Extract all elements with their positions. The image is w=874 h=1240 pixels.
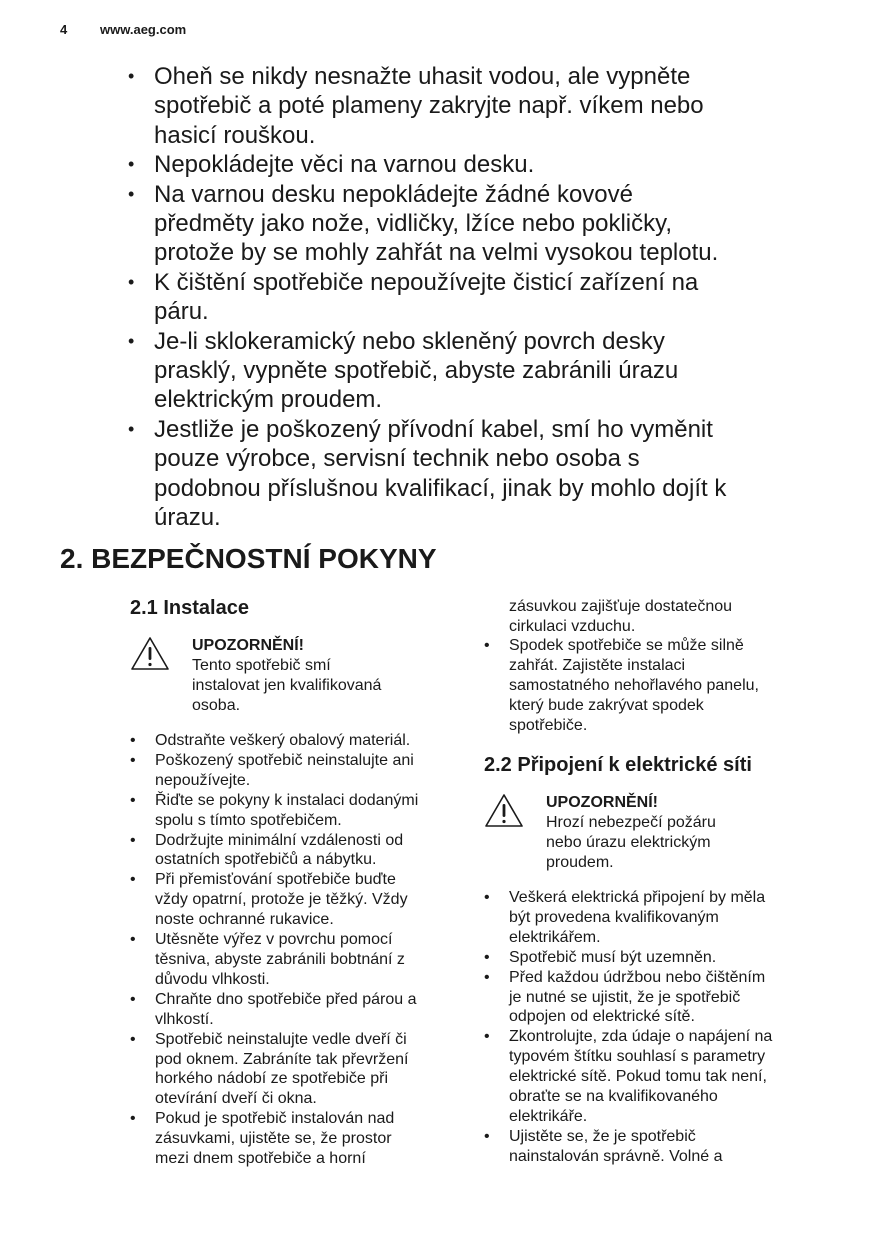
bullet-icon: • [128,418,135,439]
list-item-line: pouze výrobce, servisní technik nebo osoba s [154,445,640,473]
bullet-icon: • [484,889,490,906]
installation-bullet-list-right [484,636,814,736]
bullet-icon: • [484,1127,490,1145]
warning-heading: UPOZORNĚNÍ! [192,637,304,654]
list-item-line: vždy opatrní, protože je těžký. Vždy [155,891,408,909]
list-item-line: úrazu. [154,504,221,532]
list-item-line: Pokud je spotřebič instalován nad [155,1110,395,1128]
section-title: 2. BEZPEČNOSTNÍ POKYNY [60,543,437,574]
list-item-line: vlhkostí. [155,1010,214,1028]
list-item-line: nainstalován správně. Volné a [509,1147,723,1165]
warning-icon [484,793,524,829]
header-url: www.aeg.com [100,22,187,37]
bullet-icon: • [484,1028,490,1046]
list-item [130,1030,460,1110]
list-item [130,791,460,831]
list-item-line: elektrikářem. [509,928,601,946]
list-item-line: Zkontrolujte, zda údaje o napájení na [509,1028,773,1046]
bullet-icon: • [130,990,136,1008]
warning-heading: UPOZORNĚNÍ! [546,794,658,811]
list-item-line: horkého nádobí ze spotřebiče při [155,1070,389,1088]
bullet-icon: • [130,1110,136,1128]
list-item [126,327,826,415]
list-item-line: který bude zakrývat spodek [509,696,704,714]
installation-title: 2.1 Instalace [130,597,249,619]
bullet-icon: • [130,931,136,949]
warning-text [192,656,381,716]
text-line: proudem. [546,854,614,871]
list-item-line: Utěsněte výřez v povrchu pomocí [155,931,393,949]
list-item-line: Nepokládejte věci na varnou desku. [154,151,535,179]
list-item-line: Spotřebič musí být uzemněn. [509,948,717,966]
list-item-line: zahřát. Zajistěte instalaci [509,656,686,674]
list-item-line: noste ochranné rukavice. [155,911,334,929]
installation-bullet-list [130,731,460,1169]
list-item-line: spotřebiče. [509,716,588,734]
list-item-line: Jestliže je poškozený přívodní kabel, smí ho vyměnit [154,415,713,443]
list-item-line: obraťte se na kvalifikovaného [509,1088,718,1106]
list-item-line: nepoužívejte. [155,771,251,789]
list-item-line: mezi dnem spotřebiče a horní [155,1150,366,1168]
warning-icon [130,636,170,672]
list-item-line: Spotřebič neinstalujte vedle dveří či [155,1030,407,1048]
text-line: osoba. [192,697,241,714]
list-item-line: pod oknem. Zabráníte tak převržení [155,1050,409,1068]
text-line: nebo úrazu elektrickým [546,834,711,851]
page-number: 4 [60,22,68,37]
list-item [130,990,460,1030]
list-item-line: důvodu vlhkosti. [155,970,270,988]
list-item-line: Při přemisťování spotřebiče buďte [155,871,396,889]
list-item-line: být provedena kvalifikovaným [509,908,719,926]
bullet-icon: • [130,751,136,769]
bullet-icon: • [484,948,490,966]
list-item [130,870,460,930]
list-item [126,415,826,533]
list-item-line: Ujistěte se, že je spotřebič [509,1127,696,1145]
bullet-icon: • [484,968,490,986]
list-item-line: K čištění spotřebiče nepoužívejte čisticí zařízení na [154,268,699,296]
list-item [484,948,814,968]
list-item-line: typovém štítku souhlasí s parametry [509,1048,766,1066]
list-item-line: hasicí rouškou. [154,121,316,149]
bullet-icon: • [128,66,135,86]
top-bullet-list [126,62,826,533]
list-item-line: Je-li sklokeramický nebo skleněný povrch desky [154,327,665,355]
bullet-icon: • [130,732,136,749]
list-item [130,751,460,791]
list-item-line: Poškozený spotřebič neinstalujte ani [155,751,414,769]
list-item-line: prasklý, vypněte spotřebič, abyste zabránili úrazu [154,357,679,385]
list-item-line: ostatních spotřebičů a nábytku. [155,851,377,869]
list-item [484,1127,814,1167]
list-item-line: elektrikáře. [509,1107,588,1125]
list-item-line: Spodek spotřebiče se může silně [509,637,744,654]
text-line: cirkulaci vzduchu. [509,617,636,635]
bullet-icon: • [128,271,135,292]
list-item [126,180,826,268]
text-line: Tento spotřebič smí [192,657,331,674]
list-item-line: spolu s tímto spotřebičem. [155,811,342,829]
list-item-line: předměty jako nože, vidličky, lžíce nebo pokličky, [154,210,673,238]
list-item [130,1109,460,1169]
list-item [484,888,814,948]
bullet-icon: • [130,871,136,889]
bullet-icon: • [128,183,135,204]
list-item-line: otevírání dveří či okna. [155,1090,317,1108]
list-item [126,150,826,179]
text-line: instalovat jen kvalifikovaná [192,677,382,694]
list-item-line: Oheň se nikdy nesnažte uhasit vodou, ale vypněte [154,63,691,90]
list-item-line: podobnou příslušnou kvalifikací, jinak by mohlo dojít k [154,474,727,502]
list-item-line: odpojen od elektrické sítě. [509,1008,695,1026]
list-item [484,968,814,1028]
text-line: zásuvkou zajišťuje dostatečnou [509,598,733,615]
list-item-line: Před každou údržbou nebo čištěním [509,968,766,986]
list-item [484,636,814,736]
list-item-line: elektrickým proudem. [154,386,383,414]
bullet-icon: • [128,330,135,351]
electrical-bullet-list [484,888,814,1167]
list-item [130,731,460,751]
warning-text [546,813,716,873]
list-item-line: Chraňte dno spotřebiče před párou a [155,990,417,1008]
list-item-line: Dodržujte minimální vzdálenosti od [155,831,404,849]
list-item [484,1027,814,1127]
list-item-line: spotřebič a poté plameny zakryjte např. víkem nebo [154,92,704,120]
list-item [126,268,826,327]
installation-continued-text [484,597,814,637]
list-item-line: Na varnou desku nepokládejte žádné kovové [154,180,633,208]
list-item-line: protože by se mohly zahřát na velmi vysokou teplotu. [154,239,719,267]
list-item-line: zásuvkami, ujistěte se, že prostor [155,1130,392,1148]
list-item-line: těsniva, abyste zabránili bobtnání z [155,950,405,968]
list-item-line: Řiďte se pokyny k instalaci dodanými [155,791,419,809]
list-item [130,831,460,871]
text-line: Hrozí nebezpečí požáru [546,814,716,831]
bullet-icon: • [130,831,136,849]
list-item-line: Odstraňte veškerý obalový materiál. [155,732,411,749]
list-item-line: páru. [154,298,209,326]
list-item [126,62,826,150]
list-item-line: Veškerá elektrická připojení by měla [509,889,766,906]
bullet-icon: • [128,154,135,175]
list-item-line: samostatného nehořlavého panelu, [509,676,759,694]
bullet-icon: • [130,1030,136,1048]
bullet-icon: • [484,637,490,654]
bullet-icon: • [130,791,136,809]
list-item-line: elektrické sítě. Pokud tomu tak není, [509,1068,767,1086]
list-item [130,930,460,990]
electrical-title: 2.2 Připojení k elektrické síti [484,754,752,776]
list-item-line: je nutné se ujistit, že je spotřebič [509,988,741,1006]
